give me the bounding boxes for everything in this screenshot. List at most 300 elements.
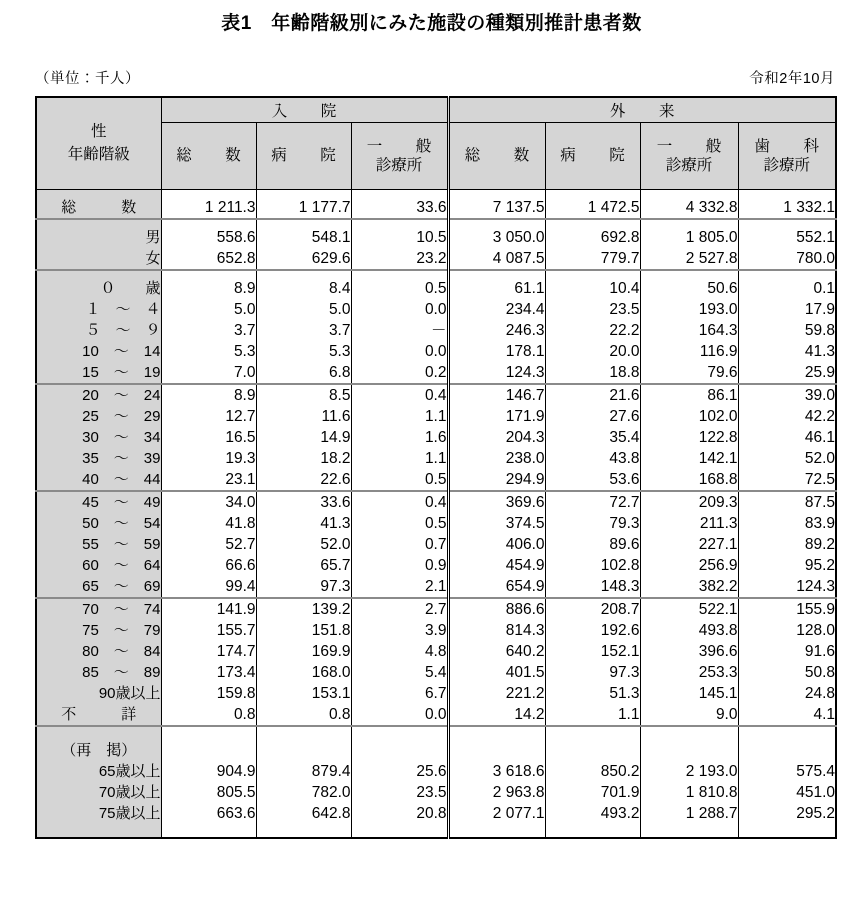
- spacer-cell: [545, 824, 640, 838]
- row-label: 65歳以上: [36, 761, 161, 782]
- row-label: 50 ～ 54: [36, 513, 161, 534]
- spacer-cell: [545, 726, 640, 740]
- table-cell-value: 4.1: [738, 704, 836, 726]
- table-cell-value: 18.8: [545, 362, 640, 384]
- table-cell-value: 451.0: [738, 782, 836, 803]
- table-cell-value: 0.5: [351, 469, 448, 491]
- col-header-outpatient-clinic: [640, 123, 738, 190]
- table-cell-value: 41.3: [256, 513, 351, 534]
- table-cell-value: 0.7: [351, 534, 448, 555]
- row-label: 55 ～ 59: [36, 534, 161, 555]
- table-cell-value: 141.9: [161, 598, 256, 620]
- table-cell-value: 295.2: [738, 803, 836, 824]
- table-cell-value: 401.5: [448, 662, 545, 683]
- spacer-cell: [351, 726, 448, 740]
- table-cell-value: 382.2: [640, 576, 738, 598]
- table-cell-value: 95.2: [738, 555, 836, 576]
- table-cell-value: 102.0: [640, 406, 738, 427]
- table-cell-value: 33.6: [256, 491, 351, 513]
- table-row: [36, 576, 836, 598]
- row-label: 75 ～ 79: [36, 620, 161, 641]
- table-cell-value: 18.2: [256, 448, 351, 469]
- spacer-cell: [256, 270, 351, 278]
- table-cell-value: 51.3: [545, 683, 640, 704]
- spacer-cell: [351, 190, 448, 198]
- row-label: 70歳以上: [36, 782, 161, 803]
- table-cell-value: 52.0: [738, 448, 836, 469]
- table-cell-value: 192.6: [545, 620, 640, 641]
- table-cell-value: 1.6: [351, 427, 448, 448]
- table-row: [36, 406, 836, 427]
- table-cell-value: 145.1: [640, 683, 738, 704]
- table-cell-value: 211.3: [640, 513, 738, 534]
- table-cell-value: 52.0: [256, 534, 351, 555]
- table-cell-value: 642.8: [256, 803, 351, 824]
- table-cell-value: 23.5: [351, 782, 448, 803]
- table-cell-value: 52.7: [161, 534, 256, 555]
- table-row: [36, 278, 836, 299]
- table-row: [36, 683, 836, 704]
- table-cell-value: 146.7: [448, 384, 545, 406]
- table-cell-value: 454.9: [448, 555, 545, 576]
- table-cell-value: 99.4: [161, 576, 256, 598]
- table-cell-value: 814.3: [448, 620, 545, 641]
- table-cell-value: 164.3: [640, 320, 738, 341]
- table-cell-value: 654.9: [448, 576, 545, 598]
- col-header-text2: 診療所: [665, 157, 713, 174]
- table-cell-value: [448, 740, 545, 761]
- table-cell-value: 128.0: [738, 620, 836, 641]
- spacer-cell: [640, 219, 738, 227]
- table-cell-value: 558.6: [161, 227, 256, 248]
- table-cell-value: 294.9: [448, 469, 545, 491]
- table-cell-value: 1 288.7: [640, 803, 738, 824]
- table-cell-value: 22.6: [256, 469, 351, 491]
- table-cell-value: 221.2: [448, 683, 545, 704]
- table-cell-value: 19.3: [161, 448, 256, 469]
- col-header-text2: 診療所: [763, 157, 811, 174]
- table-cell-value: 2 527.8: [640, 248, 738, 270]
- table-cell-value: 59.8: [738, 320, 836, 341]
- table-cell-value: 65.7: [256, 555, 351, 576]
- table-cell-value: 8.4: [256, 278, 351, 299]
- table-cell-value: 246.3: [448, 320, 545, 341]
- period-label: 令和2年10月: [749, 71, 835, 87]
- spacer-cell: [640, 824, 738, 838]
- table-cell-value: 1 805.0: [640, 227, 738, 248]
- table-cell-value: 8.9: [161, 384, 256, 406]
- table-cell-value: [640, 740, 738, 761]
- table-cell-value: 168.0: [256, 662, 351, 683]
- table-cell-value: 1 211.3: [161, 197, 256, 219]
- row-label: 40 ～ 44: [36, 469, 161, 491]
- table-cell-value: 5.3: [161, 341, 256, 362]
- table-cell-value: 2 963.8: [448, 782, 545, 803]
- table-cell-value: 14.9: [256, 427, 351, 448]
- table-cell-value: 178.1: [448, 341, 545, 362]
- table-cell-value: 22.2: [545, 320, 640, 341]
- table-cell-value: 208.7: [545, 598, 640, 620]
- spacer-cell: [351, 824, 448, 838]
- table-cell-value: 87.5: [738, 491, 836, 513]
- table-cell-value: 0.1: [738, 278, 836, 299]
- col-header-text: 歯 科: [754, 137, 829, 155]
- table-cell-value: 1.1: [351, 448, 448, 469]
- table-cell-value: 155.9: [738, 598, 836, 620]
- table-cell-value: 5.0: [256, 299, 351, 320]
- table-cell-value: 234.4: [448, 299, 545, 320]
- spacer-cell: [545, 270, 640, 278]
- table-cell-value: [351, 740, 448, 761]
- col-header-outpatient-total: [448, 123, 545, 190]
- table-cell-value: 374.5: [448, 513, 545, 534]
- table-cell-value: 25.6: [351, 761, 448, 782]
- table-cell-value: 72.7: [545, 491, 640, 513]
- table-row: [36, 299, 836, 320]
- table-cell-value: 0.0: [351, 299, 448, 320]
- spacer-cell: [448, 824, 545, 838]
- table-cell-value: 10.5: [351, 227, 448, 248]
- row-label: 90歳以上: [36, 683, 161, 704]
- row-label: １ ～ ４: [36, 299, 161, 320]
- table-cell-value: 25.9: [738, 362, 836, 384]
- table-cell-value: 805.5: [161, 782, 256, 803]
- table-cell-value: 174.7: [161, 641, 256, 662]
- table-cell-value: 779.7: [545, 248, 640, 270]
- table-cell-value: 1.1: [545, 704, 640, 726]
- table-cell-value: 91.6: [738, 641, 836, 662]
- table-cell-value: 122.8: [640, 427, 738, 448]
- spacer-cell: [738, 190, 836, 198]
- table-cell-value: 4.8: [351, 641, 448, 662]
- spacer-cell: [161, 824, 256, 838]
- row-label: （再 掲）: [36, 740, 161, 761]
- row-label: 35 ～ 39: [36, 448, 161, 469]
- table-cell-value: 8.5: [256, 384, 351, 406]
- table-cell-value: 151.8: [256, 620, 351, 641]
- table-cell-value: 663.6: [161, 803, 256, 824]
- col-header-text2: 診療所: [375, 157, 423, 174]
- table-cell-value: 493.8: [640, 620, 738, 641]
- table-cell-value: 23.5: [545, 299, 640, 320]
- table-cell-value: 1.1: [351, 406, 448, 427]
- table-body: [36, 190, 836, 839]
- table-cell-value: 552.1: [738, 227, 836, 248]
- table-cell-value: 3.7: [256, 320, 351, 341]
- table-cell-value: 139.2: [256, 598, 351, 620]
- table-cell-value: 20.8: [351, 803, 448, 824]
- table-cell-value: 850.2: [545, 761, 640, 782]
- spacer-row: [36, 824, 836, 838]
- row-label: 60 ～ 64: [36, 555, 161, 576]
- table-cell-value: 369.6: [448, 491, 545, 513]
- table-cell-value: 0.8: [161, 704, 256, 726]
- table-cell-value: 14.2: [448, 704, 545, 726]
- table-cell-value: 7.0: [161, 362, 256, 384]
- row-label: 30 ～ 34: [36, 427, 161, 448]
- table-row: [36, 362, 836, 384]
- table-cell-value: 652.8: [161, 248, 256, 270]
- table-cell-value: 97.3: [545, 662, 640, 683]
- table-cell-value: 89.2: [738, 534, 836, 555]
- table-cell-value: 27.6: [545, 406, 640, 427]
- table-cell-value: －: [351, 320, 448, 341]
- table-cell-value: 904.9: [161, 761, 256, 782]
- spacer-cell: [738, 270, 836, 278]
- col-header-dental-clinic: [738, 123, 836, 190]
- row-label: 女: [36, 248, 161, 270]
- spacer-cell: [161, 726, 256, 740]
- spacer-cell: [738, 824, 836, 838]
- table-row: [36, 341, 836, 362]
- table-cell-value: 406.0: [448, 534, 545, 555]
- page-title: 表1 年齢階級別にみた施設の種類別推計患者数: [221, 13, 642, 34]
- table-cell-value: 0.9: [351, 555, 448, 576]
- col-header-text: 総 数: [176, 147, 250, 165]
- spacer-cell: [256, 824, 351, 838]
- table-cell-value: 3 050.0: [448, 227, 545, 248]
- table-row: [36, 662, 836, 683]
- table-cell-value: 16.5: [161, 427, 256, 448]
- col-header-inpatient-hospital: [256, 123, 351, 190]
- stub-header-line2: 年齢階級: [67, 145, 130, 163]
- table-cell-value: 0.4: [351, 491, 448, 513]
- table-cell-value: 86.1: [640, 384, 738, 406]
- table-cell-value: 782.0: [256, 782, 351, 803]
- group-header-row: [36, 97, 836, 123]
- table-cell-value: 204.3: [448, 427, 545, 448]
- table-cell-value: 1 332.1: [738, 197, 836, 219]
- col-header-text: 病 院: [271, 147, 345, 165]
- table-cell-value: 79.6: [640, 362, 738, 384]
- table-cell-value: 5.0: [161, 299, 256, 320]
- table-row: [36, 641, 836, 662]
- spacer-cell: [256, 190, 351, 198]
- table-cell-value: 41.8: [161, 513, 256, 534]
- table-cell-value: 256.9: [640, 555, 738, 576]
- row-label: 不 詳: [36, 704, 161, 726]
- spacer-cell: [256, 219, 351, 227]
- table-cell-value: 66.6: [161, 555, 256, 576]
- row-label: ０ 歳: [36, 278, 161, 299]
- table-row: [36, 248, 836, 270]
- spacer-cell: [545, 190, 640, 198]
- table-row: [36, 534, 836, 555]
- table-cell-value: 33.6: [351, 197, 448, 219]
- table-cell-value: 153.1: [256, 683, 351, 704]
- table-cell-value: 79.3: [545, 513, 640, 534]
- row-label: 80 ～ 84: [36, 641, 161, 662]
- table-cell-value: 629.6: [256, 248, 351, 270]
- table-cell-value: 6.7: [351, 683, 448, 704]
- table-cell-value: 39.0: [738, 384, 836, 406]
- table-cell-value: 89.6: [545, 534, 640, 555]
- table-cell-value: 116.9: [640, 341, 738, 362]
- table-cell-value: 8.9: [161, 278, 256, 299]
- spacer-cell: [640, 190, 738, 198]
- table-cell-value: 2.1: [351, 576, 448, 598]
- table-cell-value: 11.6: [256, 406, 351, 427]
- table-cell-value: 53.6: [545, 469, 640, 491]
- row-label: 男: [36, 227, 161, 248]
- spacer-cell: [738, 219, 836, 227]
- table-cell-value: 23.1: [161, 469, 256, 491]
- spacer-row: [36, 270, 836, 278]
- row-label: 20 ～ 24: [36, 384, 161, 406]
- spacer-row: [36, 190, 836, 198]
- spacer-cell: [448, 219, 545, 227]
- row-label: 75歳以上: [36, 803, 161, 824]
- table-cell-value: 193.0: [640, 299, 738, 320]
- col-header-text: 病 院: [560, 147, 634, 165]
- table-caption-row: [35, 72, 835, 88]
- spacer-cell: [36, 190, 161, 198]
- col-header-text: 一 般: [656, 137, 731, 155]
- table-row: [36, 469, 836, 491]
- table-cell-value: 0.2: [351, 362, 448, 384]
- spacer-row: [36, 726, 836, 740]
- spacer-cell: [351, 219, 448, 227]
- table-cell-value: [545, 740, 640, 761]
- table-cell-value: 168.8: [640, 469, 738, 491]
- row-label: 15 ～ 19: [36, 362, 161, 384]
- col-header-outpatient-hospital: [545, 123, 640, 190]
- table-cell-value: 23.2: [351, 248, 448, 270]
- table-cell-value: 24.8: [738, 683, 836, 704]
- row-label: 25 ～ 29: [36, 406, 161, 427]
- table-row: [36, 782, 836, 803]
- table-cell-value: 35.4: [545, 427, 640, 448]
- table-cell-value: 780.0: [738, 248, 836, 270]
- table-row: [36, 227, 836, 248]
- col-header-inpatient-clinic: [351, 123, 448, 190]
- table-row: [36, 598, 836, 620]
- table-cell-value: 41.3: [738, 341, 836, 362]
- table-cell-value: 640.2: [448, 641, 545, 662]
- table-row: [36, 704, 836, 726]
- table-cell-value: 61.1: [448, 278, 545, 299]
- table-row: [36, 803, 836, 824]
- unit-note: （単位：千人）: [35, 71, 140, 87]
- spacer-row: [36, 219, 836, 227]
- table-cell-value: 155.7: [161, 620, 256, 641]
- table-cell-value: 548.1: [256, 227, 351, 248]
- table-row: [36, 491, 836, 513]
- table-cell-value: 4 332.8: [640, 197, 738, 219]
- table-cell-value: [738, 740, 836, 761]
- table-cell-value: 701.9: [545, 782, 640, 803]
- row-label: 65 ～ 69: [36, 576, 161, 598]
- table-cell-value: 879.4: [256, 761, 351, 782]
- table-row: [36, 427, 836, 448]
- spacer-cell: [161, 190, 256, 198]
- table-cell-value: 886.6: [448, 598, 545, 620]
- table-cell-value: 148.3: [545, 576, 640, 598]
- table-cell-value: 0.0: [351, 341, 448, 362]
- table-row: [36, 740, 836, 761]
- row-label: 総 数: [36, 197, 161, 219]
- table-cell-value: 493.2: [545, 803, 640, 824]
- table-cell-value: 1 472.5: [545, 197, 640, 219]
- spacer-cell: [640, 270, 738, 278]
- table-cell-value: 209.3: [640, 491, 738, 513]
- table-cell-value: [256, 740, 351, 761]
- table-cell-value: 0.4: [351, 384, 448, 406]
- table-cell-value: 169.9: [256, 641, 351, 662]
- table-cell-value: 0.5: [351, 278, 448, 299]
- table-cell-value: 50.6: [640, 278, 738, 299]
- spacer-cell: [36, 726, 161, 740]
- row-label: 45 ～ 49: [36, 491, 161, 513]
- table-head: [36, 97, 836, 190]
- spacer-cell: [448, 726, 545, 740]
- table-cell-value: 152.1: [545, 641, 640, 662]
- table-cell-value: 6.8: [256, 362, 351, 384]
- row-label: ５ ～ ９: [36, 320, 161, 341]
- table-cell-value: 1 177.7: [256, 197, 351, 219]
- table-cell-value: 2 193.0: [640, 761, 738, 782]
- stub-header-line1: 性: [90, 123, 107, 141]
- table-cell-value: 238.0: [448, 448, 545, 469]
- spacer-cell: [161, 219, 256, 227]
- table-cell-value: 253.3: [640, 662, 738, 683]
- table-cell-value: 124.3: [738, 576, 836, 598]
- table-cell-value: 46.1: [738, 427, 836, 448]
- table-cell-value: 1 810.8: [640, 782, 738, 803]
- table-cell-value: 396.6: [640, 641, 738, 662]
- spacer-cell: [545, 219, 640, 227]
- spacer-cell: [448, 270, 545, 278]
- spacer-cell: [36, 219, 161, 227]
- table-row: [36, 620, 836, 641]
- table-cell-value: 97.3: [256, 576, 351, 598]
- spacer-cell: [256, 726, 351, 740]
- table-cell-value: 12.7: [161, 406, 256, 427]
- spacer-cell: [36, 270, 161, 278]
- table-cell-value: 3.9: [351, 620, 448, 641]
- spacer-cell: [351, 270, 448, 278]
- table-cell-value: 42.2: [738, 406, 836, 427]
- table-cell-value: 2 077.1: [448, 803, 545, 824]
- patients-by-age-table: [35, 96, 837, 839]
- table-cell-value: [161, 740, 256, 761]
- spacer-cell: [738, 726, 836, 740]
- table-cell-value: 2.7: [351, 598, 448, 620]
- table-cell-value: 102.8: [545, 555, 640, 576]
- table-cell-value: 20.0: [545, 341, 640, 362]
- table-cell-value: 0.0: [351, 704, 448, 726]
- table-row: [36, 761, 836, 782]
- table-cell-value: 227.1: [640, 534, 738, 555]
- table-row: [36, 448, 836, 469]
- table-cell-value: 522.1: [640, 598, 738, 620]
- spacer-cell: [161, 270, 256, 278]
- table-cell-value: 50.8: [738, 662, 836, 683]
- table-cell-value: 43.8: [545, 448, 640, 469]
- table-cell-value: 4 087.5: [448, 248, 545, 270]
- table-cell-value: 83.9: [738, 513, 836, 534]
- table-cell-value: 21.6: [545, 384, 640, 406]
- table-cell-value: 9.0: [640, 704, 738, 726]
- col-header-text: 一 般: [366, 137, 441, 155]
- spacer-cell: [640, 726, 738, 740]
- table-cell-value: 173.4: [161, 662, 256, 683]
- table-row: [36, 320, 836, 341]
- table-cell-value: 171.9: [448, 406, 545, 427]
- table-cell-value: 34.0: [161, 491, 256, 513]
- table-cell-value: 3.7: [161, 320, 256, 341]
- table-cell-value: 124.3: [448, 362, 545, 384]
